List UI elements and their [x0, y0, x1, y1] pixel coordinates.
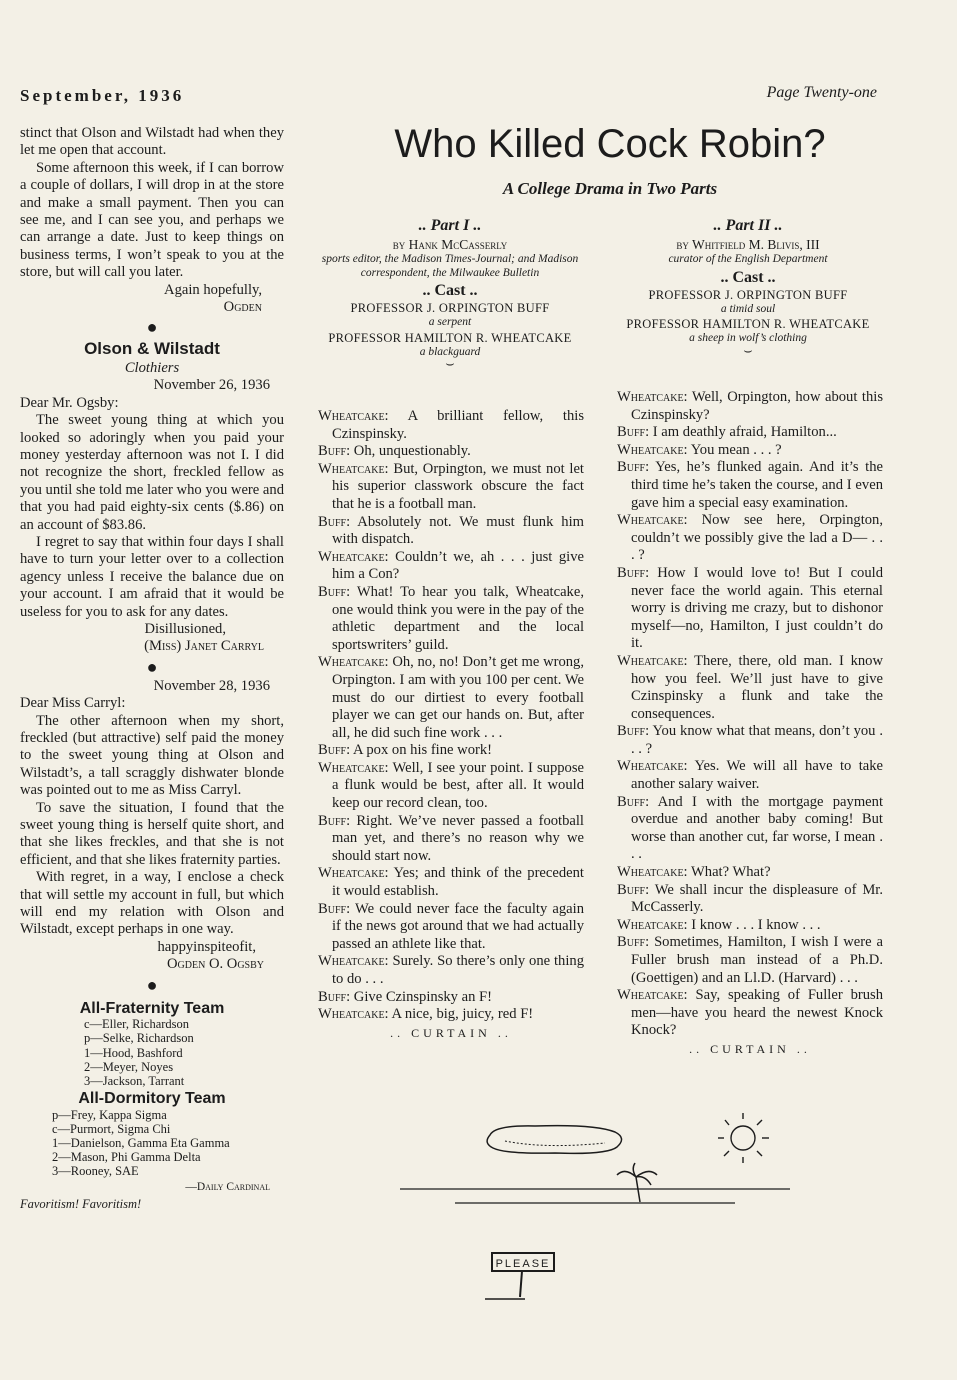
speaker: Buff: [318, 583, 351, 600]
dialogue-line [318, 549, 584, 584]
signature: (Miss) Janet Carryl [144, 638, 264, 655]
bullet-separator: ● [146, 656, 158, 677]
speaker: Buff: [617, 723, 650, 740]
speaker: Buff: [617, 424, 650, 441]
sign-text: PLEASE [495, 1258, 551, 1270]
dialogue-line [617, 794, 883, 864]
dialogue-line [617, 565, 883, 653]
letter-date: November 28, 1936 [153, 677, 270, 694]
team-entry: 1—Danielson, Gamma Eta Gamma [52, 1135, 230, 1150]
part2-author: by Whitfield M. Blivis, III [676, 237, 820, 252]
running-head-date: September, 1936 [20, 86, 185, 105]
part1-cast-label: .. Cast .. [422, 282, 478, 299]
speech: Sometimes, Hamilton, I wish I were a Fuller brush man instead of a Ph.D. (Goettigen) and an Ll.D. (Harvard) . . . [631, 934, 883, 986]
speech: Yes; and think of the precedent it would establish. [332, 865, 584, 900]
speech: A pox on his fine work! [352, 742, 493, 759]
speech: Well, I see your point. I suppose a flunk would be best, after all. It would keep our record clean, too. [332, 759, 584, 812]
dialogue-line [318, 1006, 584, 1024]
letter-text: The other afternoon when my short, freckled (but attractive) self paid the money to the sweet young thing at Olson and Wilstadt’s, a tall scraggly dishwater blonde was pointed out to me as Miss Carryl. [20, 712, 284, 799]
speech: We shall incur the displeasure of Mr. McCasserly. [631, 881, 883, 916]
dormitory-team-list [20, 1108, 284, 1179]
speech: What? What? [691, 864, 771, 881]
firm-subheading: Clothiers [124, 359, 180, 376]
horizon-line [400, 1189, 790, 1203]
bullet-separator: ● [146, 974, 158, 995]
dialogue-line [318, 989, 584, 1007]
part1-cast-buff: PROFESSOR J. ORPINGTON BUFF [350, 301, 550, 315]
part1-credits [312, 218, 588, 371]
speaker: Wheatcake: [617, 758, 688, 775]
dialogue-line [318, 654, 584, 742]
dialogue-line [318, 813, 584, 866]
signature: Ogden O. Ogsby [166, 956, 264, 973]
speaker: Wheatcake: [318, 865, 389, 882]
speaker: Wheatcake: [617, 916, 688, 933]
team-entry: p—Frey, Kappa Sigma [52, 1107, 167, 1122]
speaker: Buff: [318, 513, 351, 530]
speaker: Buff: [318, 443, 351, 460]
page-number: Page Twenty-one [766, 84, 877, 101]
speech: I am deathly afraid, Hamilton... [652, 424, 837, 441]
team-entry: 2—Mason, Phi Gamma Delta [52, 1150, 201, 1165]
speech: But, Orpington, we must not let his superior classwork obscure the fact that he is a football man. [332, 460, 584, 512]
dialogue-line [318, 901, 584, 954]
speaker: Buff: [617, 881, 650, 898]
dialogue-line [617, 934, 883, 987]
letter-date: November 26, 1936 [153, 377, 270, 394]
part2-cast-label: .. Cast .. [720, 268, 776, 286]
dialogue-line [617, 882, 883, 917]
salutation: Dear Miss Carryl: [20, 695, 126, 712]
part1-author-role: sports editor, the Madison Times-Journal; and Madison correspondent, the Milwaukee Bulletin [321, 253, 579, 279]
speaker: Buff: [617, 934, 650, 951]
closing: Again hopefully, [164, 281, 262, 298]
speech: You mean . . . ? [690, 441, 782, 458]
speaker: Buff: [617, 793, 650, 810]
dialogue-line [617, 653, 883, 723]
speaker: Wheatcake: [318, 408, 389, 424]
speech: What! To hear you talk, Wheatcake, one would think you were in the pay of the athletic department and the local sportswriters’ guild. [332, 583, 584, 653]
dialogue-line [318, 461, 584, 514]
speech: Yes. We will all have to take another salary waiver. [631, 758, 884, 793]
dialogue-line [617, 864, 883, 882]
speaker: Buff: [318, 900, 351, 917]
fraternity-team-list [20, 1017, 284, 1088]
speaker: Wheatcake: [617, 652, 688, 669]
dialogue-line [617, 917, 883, 935]
part2-author-role: curator of the English Department [668, 253, 828, 265]
speaker: Buff: [318, 812, 351, 829]
speech: Well, Orpington, how about this Czinspinsky? [631, 389, 884, 423]
dialogue-line [318, 953, 584, 988]
team-entry: c—Eller, Richardson [84, 1017, 190, 1032]
speaker: Buff: [318, 988, 351, 1005]
dialogue-line [318, 760, 584, 813]
letter-text: The sweet young thing at which you looked so adoringly when you paid your money yesterday afternoon was not I. I did not recognize the short, freckled fellow as you until she told me later who you were and that you had paid eighty-six cents ($.86) on an account of $83.86. [20, 412, 284, 533]
speech: Oh, unquestionably. [353, 443, 471, 460]
team-entry: 2—Meyer, Noyes [84, 1059, 174, 1074]
speaker: Wheatcake: [617, 441, 688, 458]
squiggle-ornament: ⌣ [445, 357, 455, 372]
team-entry: c—Purmort, Sigma Chi [52, 1121, 171, 1136]
team-entry: 3—Jackson, Tarrant [84, 1073, 185, 1088]
team-entry: p—Selke, Richardson [84, 1031, 194, 1046]
dormitory-team-heading: All-Dormitory Team [78, 1090, 226, 1108]
favoritism-note: Favoritism! Favoritism! [20, 1196, 142, 1211]
speaker: Wheatcake: [318, 548, 389, 565]
signature: Ogden [223, 299, 262, 316]
dialogue-line [617, 723, 883, 758]
part2-credits [612, 218, 884, 358]
speaker: Wheatcake: [617, 512, 688, 529]
part2-cast-buff-desc: a timid soul [720, 302, 776, 315]
letter-text: stinct that Olson and Wilstadt had when they let me open that account. [20, 125, 284, 159]
dialogue-line [318, 408, 584, 443]
closing: happyinspiteofit, [157, 938, 256, 955]
speech: A brilliant fellow, this Czinspinsky. [332, 408, 585, 442]
palm-tree-icon [617, 1163, 657, 1202]
part1-cast-buff-desc: a serpent [428, 316, 472, 328]
part1-curtain: .. CURTAIN .. [390, 1025, 512, 1040]
part2-cast-buff: PROFESSOR J. ORPINGTON BUFF [648, 287, 848, 302]
speech: A nice, big, juicy, red F! [391, 1006, 534, 1023]
source-credit: —Daily Cardinal [185, 1180, 270, 1193]
part2-curtain: .. CURTAIN .. [689, 1041, 811, 1056]
dialogue-line [617, 389, 883, 424]
speaker: Buff: [318, 742, 351, 759]
dialogue-line [318, 742, 584, 760]
speech: Say, speaking of Fuller brush men—have you heard the newest Knock Knock? [631, 987, 883, 1039]
speaker: Wheatcake: [617, 987, 688, 1004]
dialogue-line [617, 512, 883, 565]
speech: Oh, no, no! Don’t get me wrong, Orpington. I am with you 100 per cent. We must do our dirtiest to every football player we can get our hands on. But, after all, he did such fine work . . . [332, 654, 585, 741]
part2-label: .. Part II .. [713, 217, 783, 234]
dialogue-line [617, 424, 883, 442]
speaker: Wheatcake: [318, 953, 389, 970]
speaker: Wheatcake: [318, 1006, 389, 1023]
speaker: Wheatcake: [318, 460, 389, 477]
letter-text: I regret to say that within four days I shall have to turn your letter over to a collection agency unless I receive the balance due on your account. I am afraid that it would be useless for you to ask for any dates. [20, 533, 284, 620]
dialogue-line [318, 443, 584, 461]
part2-script [617, 389, 883, 1059]
speech: Now see here, Orpington, couldn’t we possibly give the lad a D— . . . ? [631, 512, 883, 564]
dialogue-line [617, 442, 883, 460]
part1-author: by Hank McCasserly [392, 237, 508, 252]
speech: There, there, old man. I know how you feel. We’ll just have to give Czinspinsky a flunk and take the consequences. [631, 652, 883, 722]
speaker: Buff: [617, 459, 650, 476]
part1-cast-wheatcake: PROFESSOR HAMILTON R. WHEATCAKE [328, 330, 572, 345]
firm-heading: Olson & Wilstadt [84, 339, 220, 359]
article-title: Who Killed Cock Robin? [394, 122, 826, 166]
squiggle-ornament: ⌣ [743, 343, 753, 359]
beach-illustration [395, 1105, 795, 1310]
speech: Yes, he’s flunked again. And it’s the third time he’s taken the course, and I even gave him a special easy examination. [631, 459, 883, 511]
speaker: Wheatcake: [617, 389, 688, 405]
speech: Right. We’ve never passed a football man yet, and there’s no reason why we should start now. [332, 812, 584, 864]
bullet-separator: ● [146, 317, 158, 338]
sun-icon [718, 1113, 769, 1163]
speech: Absolutely not. We must flunk him with dispatch. [332, 513, 585, 548]
part2-cast-wheatcake: PROFESSOR HAMILTON R. WHEATCAKE [626, 317, 870, 331]
speech: Surely. So there’s only one thing to do . . . [332, 953, 584, 987]
team-entry: 1—Hood, Bashford [84, 1045, 183, 1060]
speech: How I would love to! But I could never face the world again. This eternal worry is driving me crazy, but to dishonor myself—no, Hamilton, I just couldn’t do it. [631, 564, 883, 652]
speech: Couldn’t we, ah . . . just give him a Con? [332, 548, 584, 583]
speaker: Wheatcake: [318, 654, 389, 671]
dialogue-line [318, 865, 584, 900]
part1-label: .. Part I .. [418, 217, 482, 234]
letter-text: Some afternoon this week, if I can borrow a couple of dollars, I will drop in at the store and make a small payment. Then you can see me, and I can see you, and perhaps we can arrange a date. Just to keep things on business terms, I won’t speak to you at the store, but will call you later. [20, 159, 284, 281]
left-column [20, 125, 284, 1213]
dialogue-line [318, 584, 584, 654]
speaker: Buff: [617, 564, 650, 581]
speech: We could never face the faculty again if the news got around that we had actually passed an athlete like that. [332, 900, 584, 952]
letter-text: To save the situation, I found that the sweet young thing is herself quite short, and that she likes freckles, and that she is not efficient, and that she likes fraternity parties. [20, 799, 284, 868]
speaker: Wheatcake: [617, 864, 688, 881]
speaker: Wheatcake: [318, 759, 389, 776]
speech: And I with the mortgage payment overdue and another baby coming! But worse than another cut, far worse, I mean . . . [631, 793, 883, 863]
letter-text: With regret, in a way, I enclose a check that will settle my account in full, but which will end my relation with Olson and Wilstadt, except perhaps in one way. [20, 869, 284, 938]
dialogue-line [617, 459, 883, 512]
fraternity-team-heading: All-Fraternity Team [79, 999, 225, 1017]
article-subtitle: A College Drama in Two Parts [502, 179, 718, 198]
cloud-icon [487, 1126, 621, 1154]
salutation: Dear Mr. Ogsby: [20, 394, 119, 411]
part2-cast-wheatcake-desc: a sheep in wolf’s clothing [689, 332, 807, 344]
part1-cast-wheatcake-desc: a blackguard [419, 345, 481, 358]
team-entry: 3—Rooney, SAE [52, 1164, 139, 1179]
dialogue-line [617, 987, 883, 1040]
dialogue-line [318, 514, 584, 549]
part1-script [318, 408, 584, 1042]
dialogue-line [617, 758, 883, 793]
closing: Disillusioned, [144, 620, 226, 637]
speech: Give Czinspinsky an F! [353, 988, 493, 1005]
speech: You know what that means, don’t you . . . ? [631, 723, 884, 757]
speech: I know . . . I know . . . [691, 916, 821, 933]
